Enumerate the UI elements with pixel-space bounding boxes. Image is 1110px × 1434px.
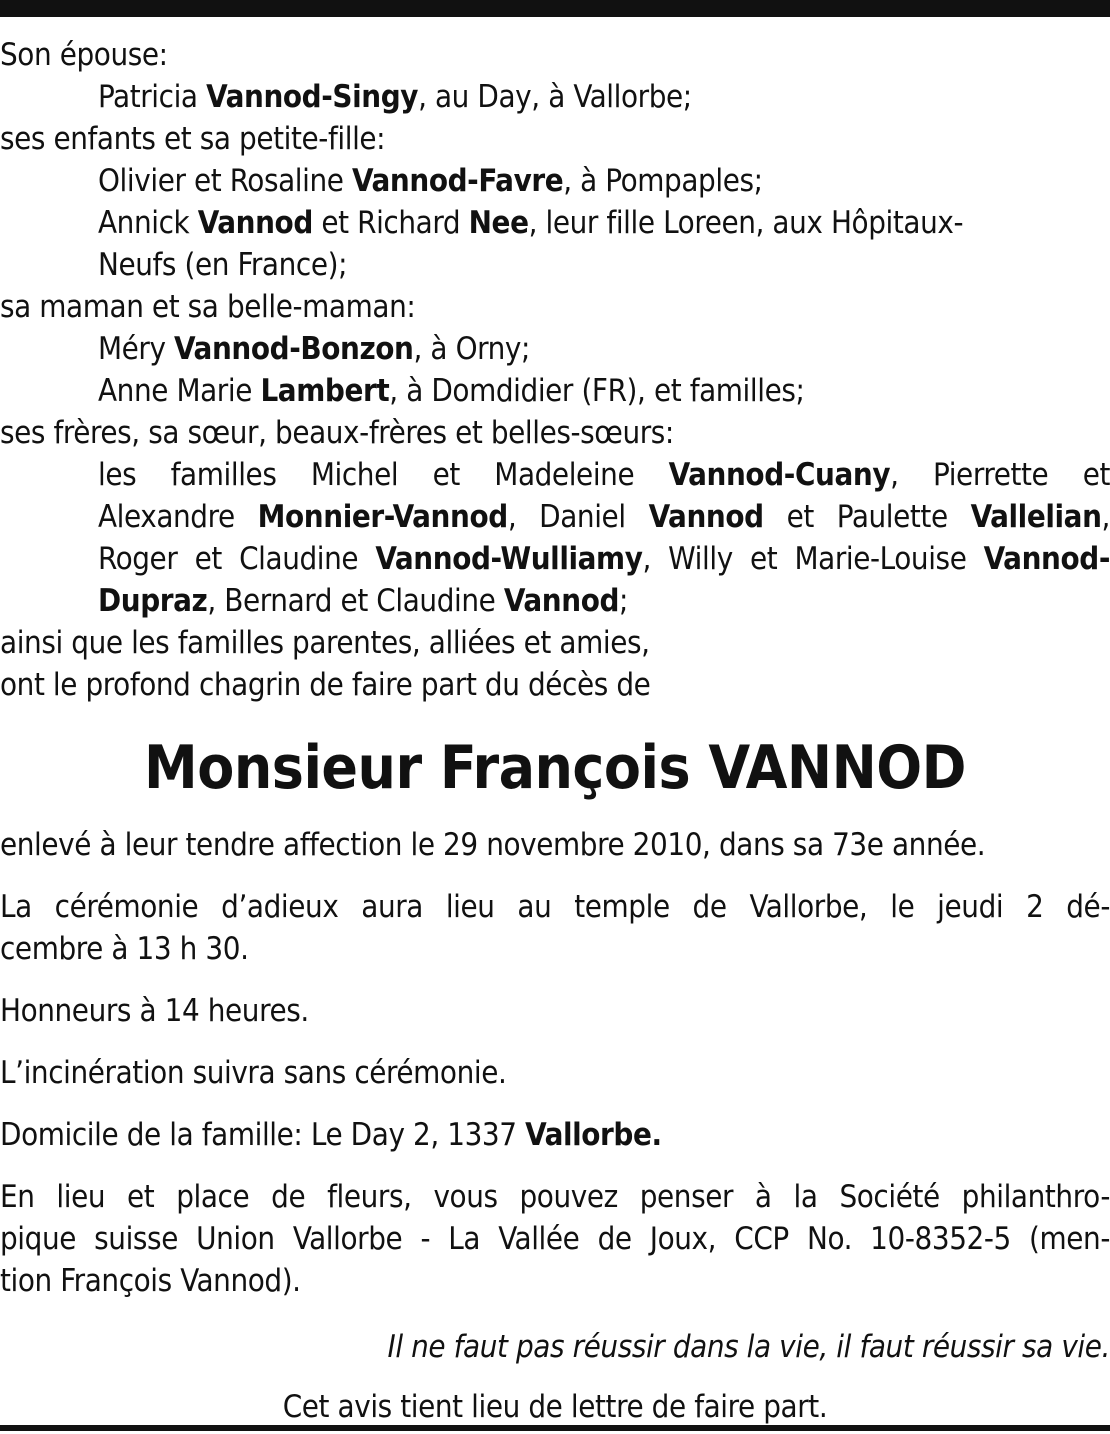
- ceremony-line: La cérémonie d’adieux aura lieu au temple de Vallorbe, le jeudi 2 dé-: [0, 889, 1110, 925]
- siblings-entry: Dupraz, Bernard et Claudine Vannod;: [98, 583, 629, 619]
- spouse-heading: Son épouse:: [0, 37, 168, 73]
- top-rule: [0, 0, 1110, 17]
- domicile-paragraph: [0, 1114, 1110, 1156]
- announcement-line: ont le profond chagrin de faire part du décès de: [0, 667, 651, 703]
- child-entry: Annick Vannod et Richard Nee, leur fille Loreen, aux Hôpitaux-: [98, 205, 964, 241]
- mother-entry: Méry Vannod-Bonzon, à Orny;: [98, 331, 531, 367]
- mother-in-law-entry: Anne Marie Lambert, à Domdidier (FR), et familles;: [98, 373, 805, 409]
- cremation-line: L’incinération suivra sans cérémonie.: [0, 1055, 507, 1091]
- other-families: ainsi que les familles parentes, alliées et amies,: [0, 625, 650, 661]
- siblings-entry: Roger et Claudine Vannod-Wulliamy, Willy et Marie-Louise Vannod-: [98, 541, 1110, 577]
- siblings-heading: ses frères, sa sœur, beaux-frères et belles-sœurs:: [0, 415, 674, 451]
- deceased-name: Monsieur François VANNOD: [144, 733, 966, 803]
- siblings-entry: les familles Michel et Madeleine Vannod-Cuany, Pierrette et: [98, 457, 1110, 493]
- ceremony-paragraph: [0, 886, 1110, 970]
- quote: Il ne faut pas réussir dans la vie, il faut réussir sa vie.: [387, 1329, 1110, 1365]
- donation-line: En lieu et place de fleurs, vous pouvez penser à la Société philanthro-: [0, 1179, 1110, 1215]
- passing-line: enlevé à leur tendre affection le 29 novembre 2010, dans sa 73e année.: [0, 827, 986, 863]
- donation-paragraph: [0, 1176, 1110, 1302]
- domicile-line: Domicile de la famille: Le Day 2, 1337 Vallorbe.: [0, 1117, 662, 1153]
- closing-note: Cet avis tient lieu de lettre de faire part.: [282, 1389, 828, 1425]
- passing-paragraph: [0, 824, 1110, 866]
- spouse-entry: Patricia Vannod-Singy, au Day, à Vallorbe;: [98, 79, 692, 115]
- child-entry: Olivier et Rosaline Vannod-Favre, à Pompaples;: [98, 163, 763, 199]
- donation-line: pique suisse Union Vallorbe - La Vallée de Joux, CCP No. 10-8352-5 (men-: [0, 1221, 1110, 1257]
- child-entry-continued: Neufs (en France);: [98, 247, 348, 283]
- children-heading: ses enfants et sa petite-fille:: [0, 121, 386, 157]
- siblings-entry: Alexandre Monnier-Vannod, Daniel Vannod et Paulette Vallelian,: [98, 499, 1110, 535]
- bottom-rule: [0, 1425, 1110, 1431]
- mothers-heading: sa maman et sa belle-maman:: [0, 289, 416, 325]
- honours-line: Honneurs à 14 heures.: [0, 993, 309, 1029]
- honours-paragraph: [0, 990, 1110, 1032]
- donation-line: tion François Vannod).: [0, 1263, 301, 1299]
- death-notice: [0, 34, 1110, 1428]
- cremation-paragraph: [0, 1052, 1110, 1094]
- ceremony-line: cembre à 13 h 30.: [0, 931, 249, 967]
